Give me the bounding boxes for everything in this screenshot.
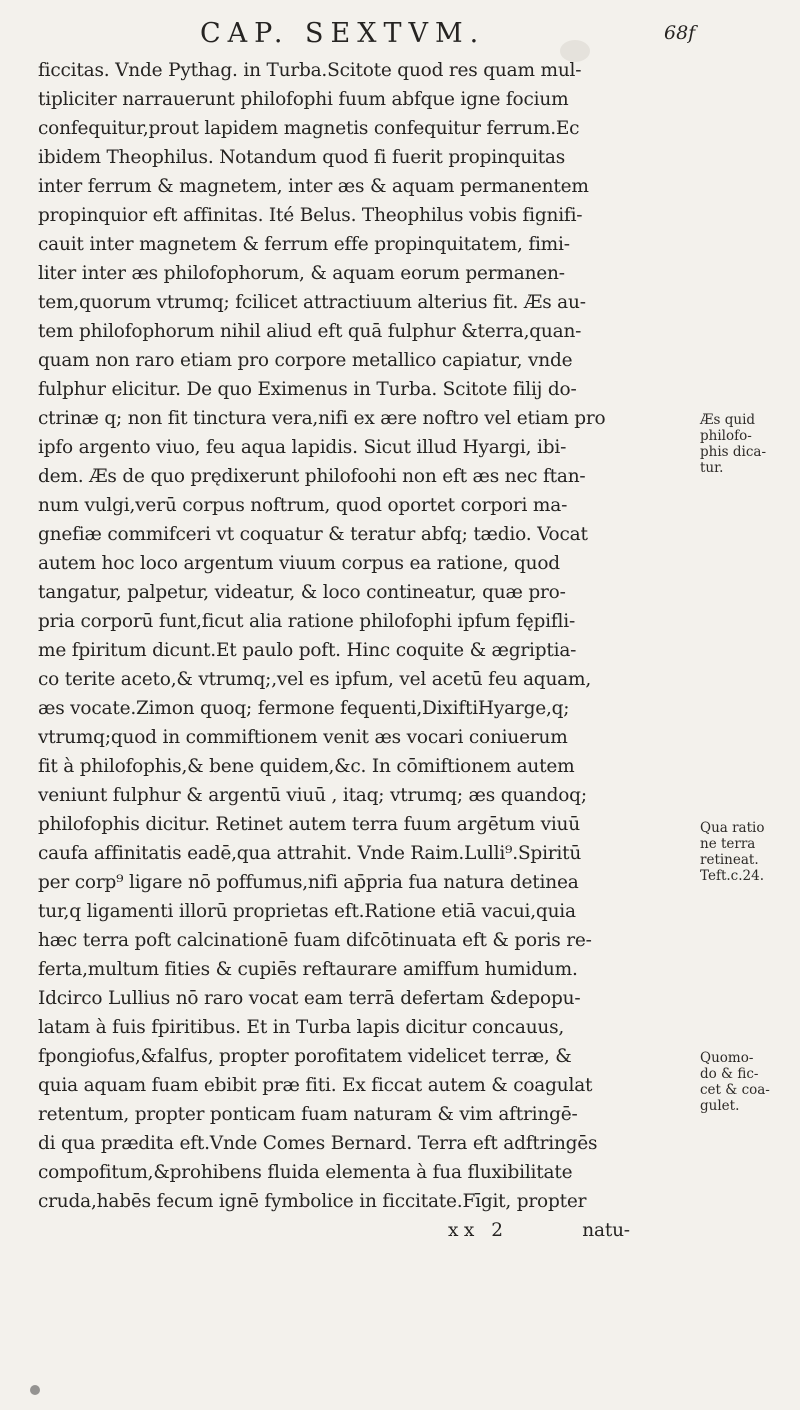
body-text [38,56,743,1245]
text-line: hæc terra poft calcinationē fuam difcōtinuata eft & poris re- [38,930,592,951]
text-line: tem philofophorum nihil aliud eft quā fulphur &terra,quan- [38,321,582,342]
text-line: per corp⁹ ligare nō poffumus,nifi ap̄pria fua natura detinea [38,872,579,893]
text-line: fpongiofus,&falfus, propter porofitatem videlicet terræ, & [38,1046,572,1067]
text-line: dem. Æs de quo prędixerunt philofoohi non eft æs nec ftan- [38,466,586,487]
text-line: vtrumq;quod in commiftionem venit æs vocari coniuerum [38,727,568,748]
text-line: co terite aceto,& vtrumq;,vel es ipfum, vel acetū feu aquam, [38,669,592,690]
text-line: Idcirco Lullius nō raro vocat eam terrā defertam &depopu- [38,988,581,1009]
marginal-note [700,1050,795,1114]
text-line: cruda,habēs fecum ignē fymbolice in ficcitate.Fīgit, propter [38,1191,587,1212]
text-line: fit à philofophis,& bene quidem,&c. In cōmiftionem autem [38,756,575,777]
text-line: philofophis dicitur. Retinet autem terra fuum argētum viuū [38,814,580,835]
text-line: tangatur, palpetur, videatur, & loco contineatur, quæ pro- [38,582,566,603]
text-line: cauit inter magnetem & ferrum effe propinquitatem, fimi- [38,234,570,255]
text-line: quam non raro etiam pro corpore metallico capiatur, vnde [38,350,573,371]
text-line: autem hoc loco argentum viuum corpus ea ratione, quod [38,553,560,574]
text-line: æs vocate.Zimon quoq; fermone fequenti,DixiftiHyarge,q; [38,698,570,719]
text-line: me fpiritum dicunt.Et paulo poft. Hinc coquite & ægriptia- [38,640,577,661]
text-line: di qua prædita eft.Vnde Comes Bernard. Terra eft adftringēs [38,1133,598,1154]
text-line: tem,quorum vtrumq; fcilicet attractiuum alterius fit. Æs au- [38,292,586,313]
text-line: ctrinæ q; non fit tinctura vera,nifi ex ære noftro vel etiam pro [38,408,606,429]
marginal-note-line: do & fic- [700,1066,759,1082]
marginal-note [700,412,795,476]
text-line: ferta,multum fities & cupiēs reftaurare amiffum humidum. [38,959,578,980]
marginal-note-line: gulet. [700,1098,740,1114]
text-line: ibidem Theophilus. Notandum quod fi fuerit propinquitas [38,147,566,168]
marginal-note-line: Æs quid [700,412,756,428]
marginal-note-line: retineat. [700,852,759,868]
text-line: fulphur elicitur. De quo Eximenus in Turba. Scitote filij do- [38,379,577,400]
text-line: confequitur,prout lapidem magnetis confequitur ferrum.Ec [38,118,580,139]
running-title: CAP. SEXTVM. [200,18,486,49]
text-line: latam à fuis fpiritibus. Et in Turba lapis dicitur concauus, [38,1017,565,1038]
text-line: tipliciter narrauerunt philofophi fuum abfque igne focium [38,89,569,110]
marginal-note-line: Quomo- [700,1050,754,1066]
text-line: compofitum,&prohibens fluida elementa à fua fluxibilitate [38,1162,573,1183]
text-line: ficcitas. Vnde Pythag. in Turba.Scitote quod res quam mul- [38,60,582,81]
text-line: quia aquam fuam ebibit præ fiti. Ex ficcat autem & coagulat [38,1075,593,1096]
marginal-note-line: Teft.c.24. [700,868,764,884]
marginal-note-line: Qua ratio [700,820,765,836]
text-line: num vulgi,verū corpus noftrum, quod oportet corpori ma- [38,495,568,516]
marginal-note [700,820,795,884]
text-line: tur,q ligamenti illorū proprietas eft.Ratione etiā vacui,quia [38,901,576,922]
signature-line: x x 2 natu- [448,1220,630,1241]
text-line: gnefiæ commifceri vt coquatur & teratur abfq; tædio. Vocat [38,524,588,545]
ink-spot [30,1385,40,1395]
page-number: 68f [664,22,696,44]
text-line: ipfo argento viuo, feu aqua lapidis. Sicut illud Hyargi, ibi- [38,437,567,458]
text-line: pria corporū funt,ficut alia ratione philofophi ipfum fępifli- [38,611,575,632]
marginal-note-line: ne terra [700,836,756,852]
marginal-note-line: phis dica- [700,444,767,460]
text-line: veniunt fulphur & argentū viuū , itaq; vtrumq; æs quandoq; [38,785,587,806]
marginal-note-line: cet & coa- [700,1082,770,1098]
marginal-note-line: philofo- [700,428,752,444]
text-line: inter ferrum & magnetem, inter æs & aquam permanentem [38,176,589,197]
text-line: retentum, propter ponticam fuam naturam & vim aftringē- [38,1104,578,1125]
text-line: liter inter æs philofophorum, & aquam eorum permanen- [38,263,565,284]
text-line: propinquior eft affinitas. Ité Belus. Theophilus vobis fignifi- [38,205,583,226]
text-line: caufa affinitatis eadē,qua attrahit. Vnde Raim.Lulli⁹.Spiritū [38,843,582,864]
marginal-note-line: tur. [700,460,724,476]
